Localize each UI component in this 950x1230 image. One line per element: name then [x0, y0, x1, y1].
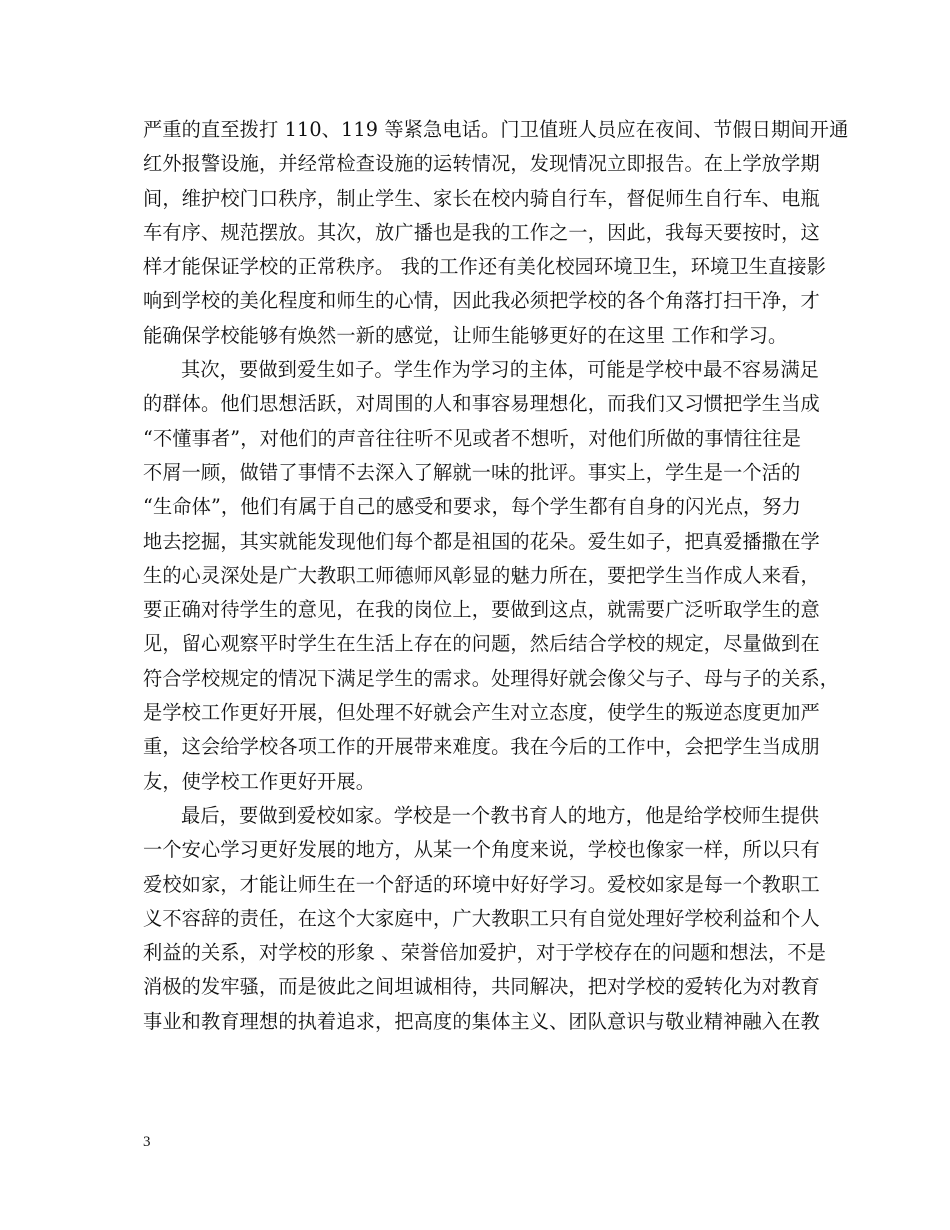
text-line: 严重的直至拨打 110、119 等紧急电话。门卫值班人员应在夜间、节假日期间开通 — [143, 118, 849, 141]
text-line: 是学校工作更好开展，但处理不好就会产生对立态度，使学生的叛逆态度更加严 — [143, 701, 820, 725]
text-line: 样才能保证学校的正常秩序。 我的工作还有美化校园环境卫生，环境卫生直接影 — [143, 255, 827, 279]
text-line: 其次，要做到爱生如子。学生作为学习的主体，可能是学校中最不容易满足 — [181, 358, 820, 382]
text-line: “生命体”，他们有属于自己的感受和要求，每个学生都有自身的闪光点，努力 — [143, 495, 802, 519]
text-line: 红外报警设施，并经常检查设施的运转情况，发现情况立即报告。在上学放学期 — [143, 152, 820, 176]
page-number: 3 — [143, 1134, 151, 1150]
text-line: 友，使学校工作更好开展。 — [143, 769, 376, 793]
text-line: 义不容辞的责任，在这个大家庭中，广大教职工只有自觉处理好学校利益和个人 — [143, 906, 820, 930]
text-line: 利益的关系，对学校的形象 、荣誉倍加爱护，对于学校存在的问题和想法，不是 — [143, 941, 827, 965]
text-line: 要正确对待学生的意见，在我的岗位上，要做到这点，就需要广泛听取学生的意 — [143, 598, 820, 622]
text-line: 爱校如家，才能让师生在一个舒适的环境中好好学习。爱校如家是每一个教职工 — [143, 872, 820, 896]
text-line: 符合学校规定的情况下满足学生的需求。处理得好就会像父与子、母与子的关系， — [143, 666, 840, 690]
text-line: 的群体。他们思想活跃，对周围的人和事容易理想化，而我们又习惯把学生当成 — [143, 392, 820, 416]
text-line: 间，维护校门口秩序，制止学生、家长在校内骑自行车，督促师生自行车、电瓶 — [143, 186, 820, 210]
text-line: 见，留心观察平时学生在生活上存在的问题，然后结合学校的规定，尽量做到在 — [143, 632, 820, 656]
text-line: 一个安心学习更好发展的地方，从某一个角度来说，学校也像家一样，所以只有 — [143, 838, 820, 862]
text-line: 不屑一顾，做错了事情不去深入了解就一味的批评。事实上，学生是一个活的 — [143, 460, 801, 484]
text-line: 车有序、规范摆放。其次，放广播也是我的工作之一，因此，我每天要按时，这 — [143, 220, 820, 244]
text-line: 事业和教育理想的执着追求，把高度的集体主义、团队意识与敬业精神融入在教 — [143, 1009, 820, 1033]
text-line: 最后，要做到爱校如家。学校是一个教书育人的地方，他是给学校师生提供 — [181, 803, 820, 827]
text-line: 能确保学校能够有焕然一新的感觉，让师生能够更好的在这里 工作和学习。 — [143, 323, 788, 347]
text-line: 消极的发牢骚，而是彼此之间坦诚相待，共同解决，把对学校的爱转化为对教育 — [143, 975, 820, 999]
text-line: 响到学校的美化程度和师生的心情，因此我必须把学校的各个角落打扫干净，才 — [143, 289, 820, 313]
text-line: “不懂事者”，对他们的声音往往听不见或者不想听，对他们所做的事情往往是 — [143, 426, 802, 450]
text-line: 生的心灵深处是广大教职工师德师风彰显的魅力所在，要把学生当作成人来看， — [143, 563, 820, 587]
text-line: 重，这会给学校各项工作的开展带来难度。我在今后的工作中，会把学生当成朋 — [143, 735, 820, 759]
document-body-text — [143, 113, 849, 1039]
text-line: 地去挖掘，其实就能发现他们每个都是祖国的花朵。爱生如子，把真爱播撒在学 — [143, 529, 820, 553]
